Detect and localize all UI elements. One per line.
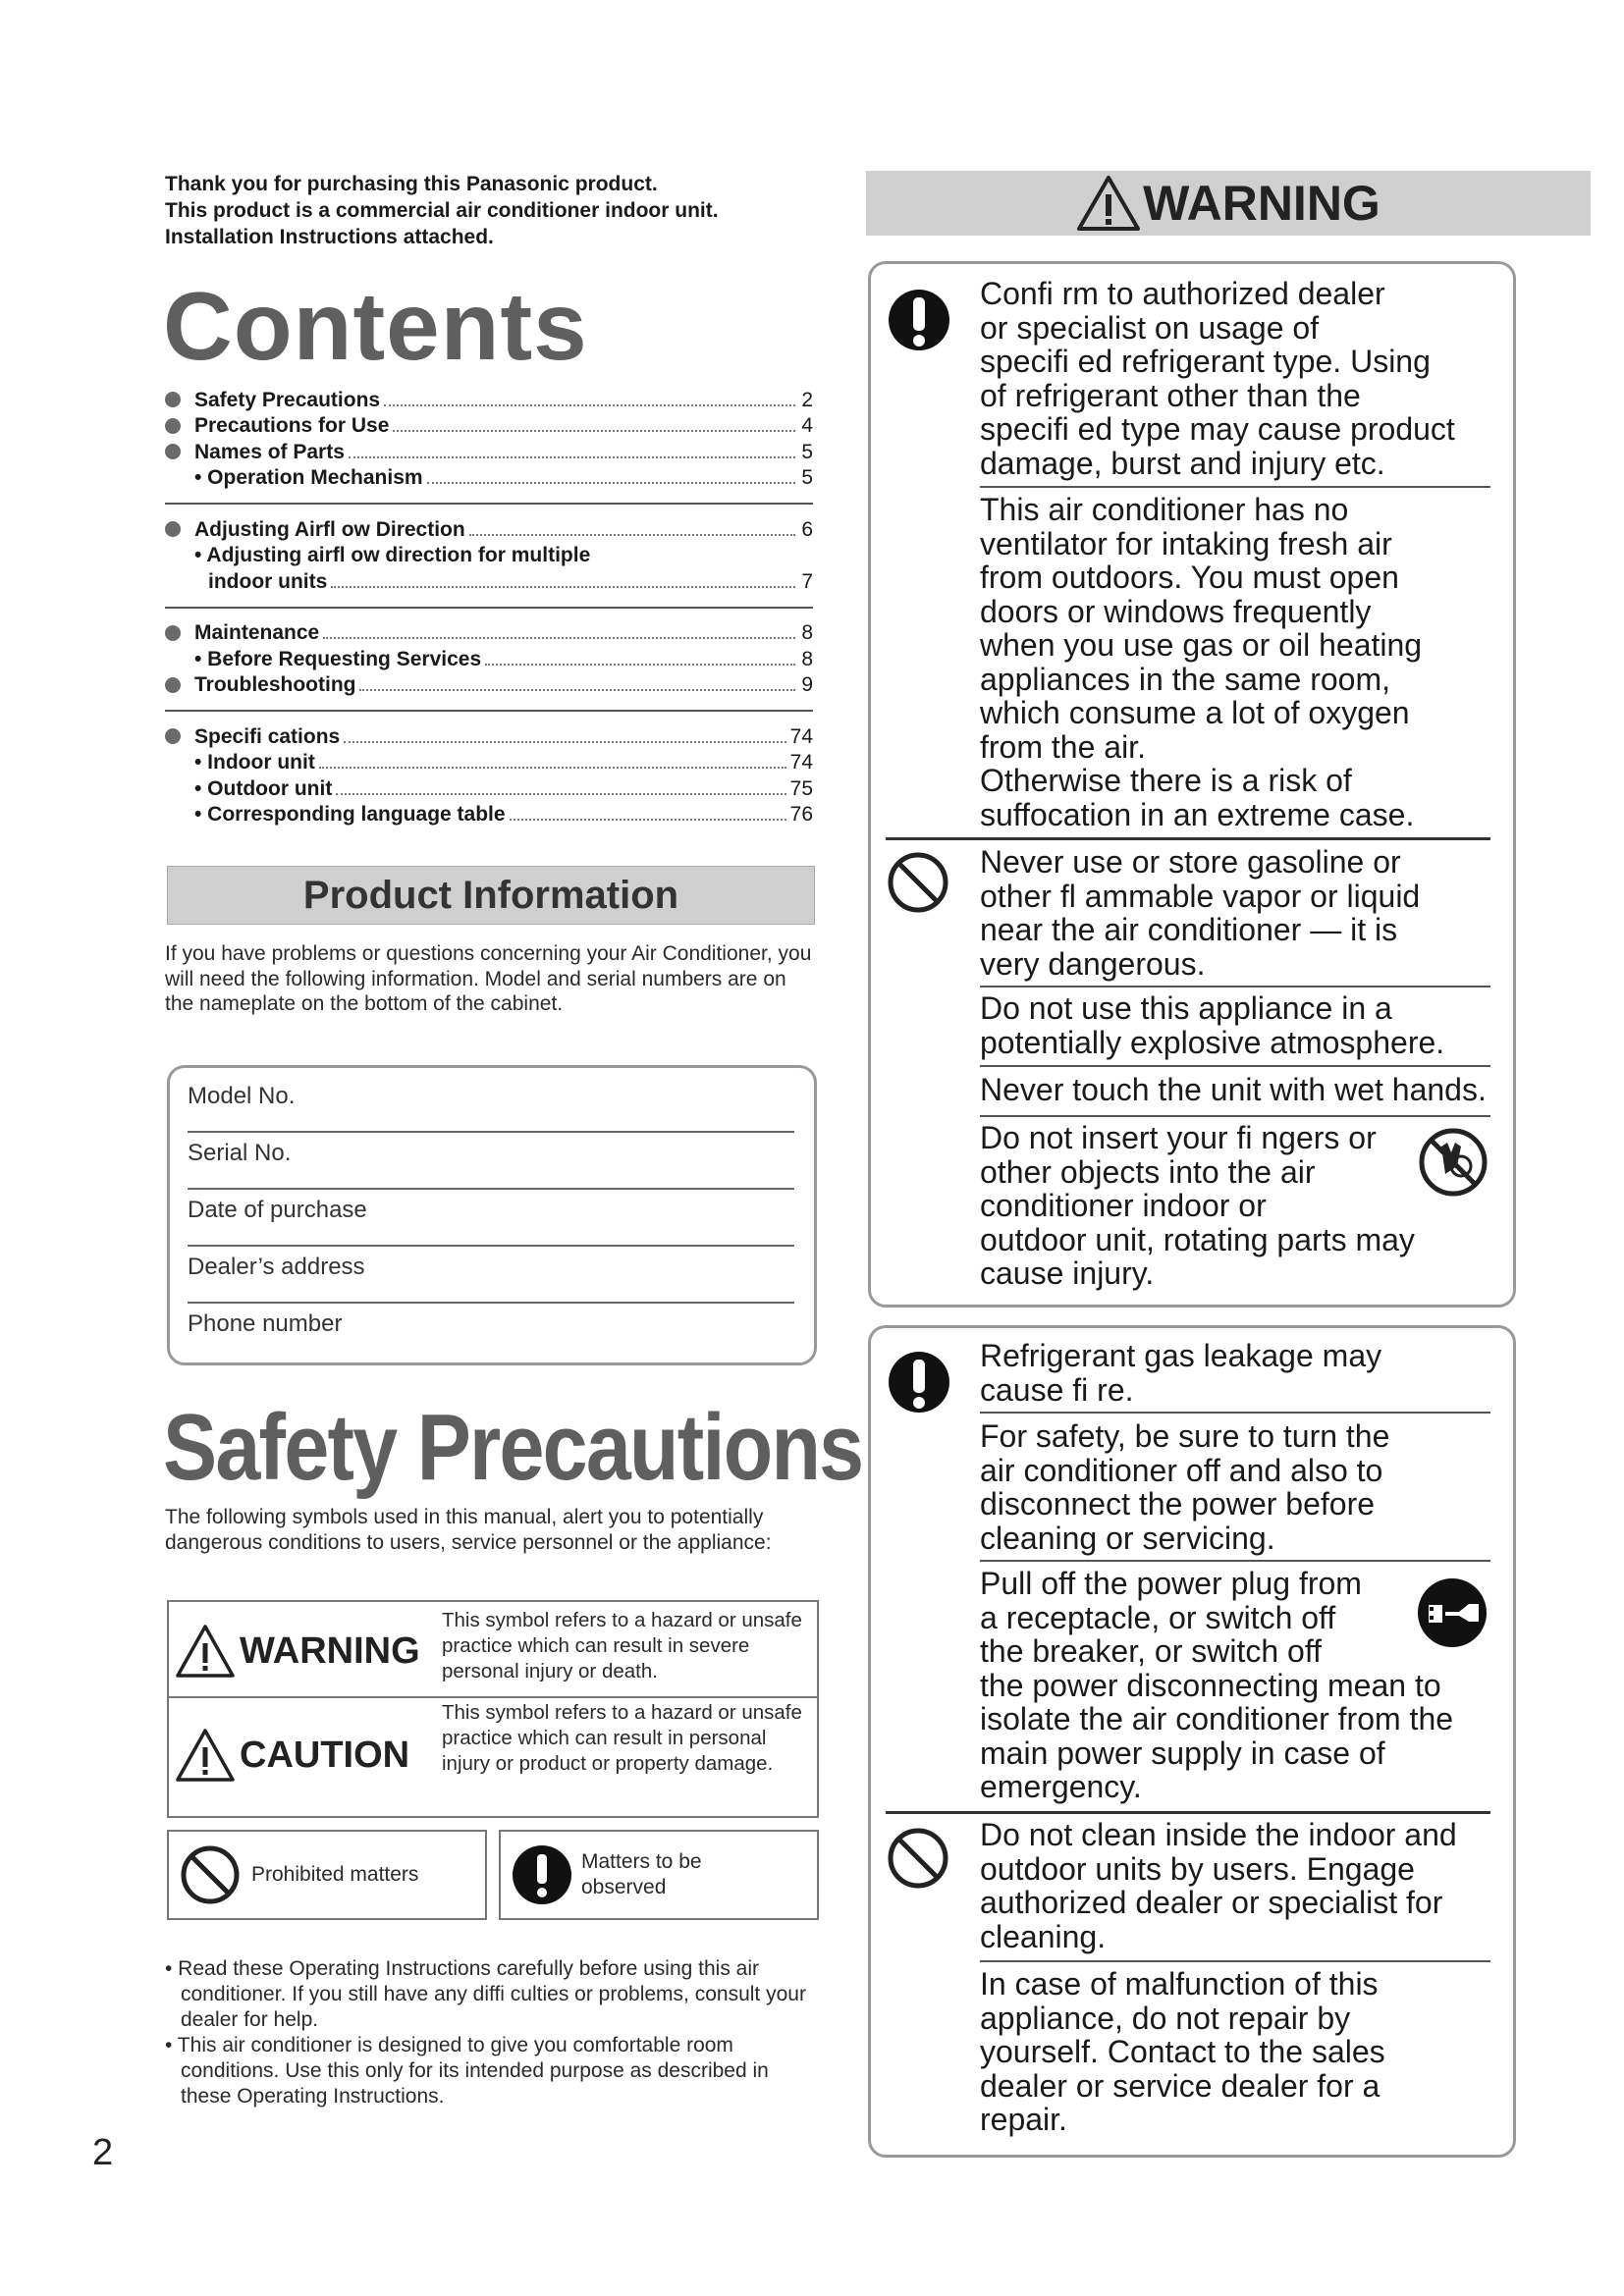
bullet-icon bbox=[165, 392, 181, 407]
toc-subentry[interactable]: indoor units 7 bbox=[208, 569, 813, 593]
toc-entry[interactable]: Names of Parts 5 bbox=[165, 439, 813, 465]
bullet-icon bbox=[165, 444, 181, 459]
warning-item: Pull off the power plug from a receptacle, or switch off the breaker, or switch off the power disconnecting mean to isolate the air conditioner from the main power supply in case of emergency. bbox=[980, 1566, 1454, 1804]
bullet-icon bbox=[165, 728, 181, 744]
product-information-heading: Product Information bbox=[167, 866, 815, 925]
contents-heading: Contents bbox=[163, 272, 588, 380]
caution-triangle-icon bbox=[175, 1728, 236, 1783]
product-information-text: If you have problems or questions concerning your Air Conditioner, you will need the following information. Model and serial numbers are on the nameplate on the bottom of the cabinet. bbox=[165, 942, 812, 1015]
intro-line: This product is a commercial air conditioner indoor unit. bbox=[165, 199, 719, 222]
warning-item: Never touch the unit with wet hands. bbox=[980, 1072, 1487, 1107]
observed-legend: Matters to be observed bbox=[499, 1830, 819, 1920]
bullet-icon bbox=[165, 677, 181, 693]
divider bbox=[886, 837, 1490, 840]
toc-entry[interactable]: Troubleshooting 9 bbox=[165, 672, 813, 699]
reading-notes bbox=[165, 1956, 818, 2109]
divider bbox=[980, 1960, 1490, 1962]
divider bbox=[980, 1065, 1490, 1067]
exclamation-icon bbox=[888, 1347, 950, 1417]
page-number: 2 bbox=[92, 2132, 114, 2173]
warning-item: This air conditioner has no ventilator for intaking fresh air from outdoors. You must open doors or windows frequently when you use gas or oil heating appliances in the same room, which consume a lot of oxygen from the air. Otherwise there is a risk of suffocation in an extreme case. bbox=[980, 492, 1423, 832]
note-item: • This air conditioner is designed to give you comfortable room conditions. Use this only for its intended purpose as described in these Operating Instructions. bbox=[165, 2034, 769, 2108]
caution-symbol-row bbox=[169, 1698, 817, 1814]
divider bbox=[980, 1115, 1490, 1117]
warning-triangle-icon bbox=[1076, 175, 1141, 232]
caution-description: This symbol refers to a hazard or unsafe practice which can result in personal injury or product or property damage. bbox=[442, 1701, 802, 1775]
warning-item: In case of malfunction of this appliance, do not repair by yourself. Contact to the sales dealer or service dealer for a repair. bbox=[980, 1966, 1385, 2137]
warning-symbol-row bbox=[169, 1602, 817, 1698]
prohibited-icon bbox=[886, 1826, 950, 1891]
divider bbox=[980, 1412, 1490, 1414]
toc-subentry[interactable]: • Corresponding language table 76 bbox=[194, 803, 813, 826]
warning-item: Do not clean inside the indoor and outdoor units by users. Engage authorized dealer or specialist for cleaning. bbox=[980, 1817, 1457, 1954]
toc-entry[interactable]: Safety Precautions 2 bbox=[165, 387, 813, 413]
toc-subentry[interactable]: • Adjusting airfl ow direction for multiple bbox=[194, 544, 591, 566]
prohibited-icon bbox=[886, 850, 950, 915]
model-no-field[interactable]: Model No. bbox=[188, 1076, 794, 1133]
table-of-contents bbox=[165, 387, 813, 833]
intro-text bbox=[165, 171, 813, 250]
bullet-icon bbox=[165, 521, 181, 537]
divider bbox=[886, 1811, 1490, 1814]
prohibited-icon bbox=[179, 1843, 242, 1906]
toc-entry[interactable]: Specifi cations 74 bbox=[165, 723, 813, 750]
safety-precautions-heading: Safety Precautions bbox=[163, 1395, 863, 1500]
safety-intro-text: The following symbols used in this manual, alert you to potentially dangerous conditions to users, service personnel or the appliance: bbox=[165, 1506, 772, 1554]
warning-item: Refrigerant gas leakage may cause fi re. bbox=[980, 1338, 1382, 1408]
symbol-table bbox=[167, 1600, 819, 1818]
toc-subentry[interactable]: • Outdoor unit 75 bbox=[194, 776, 813, 800]
phone-number-field[interactable]: Phone number bbox=[188, 1310, 343, 1337]
date-of-purchase-field[interactable]: Date of purchase bbox=[188, 1190, 794, 1247]
toc-entry[interactable]: Precautions for Use 4 bbox=[165, 413, 813, 440]
warning-item: Confi rm to authorized dealer or specialist on usage of specifi ed refrigerant type. Using of refrigerant other than the specifi ed type may cause product damage, burst and injury etc. bbox=[980, 276, 1455, 481]
exclamation-icon bbox=[511, 1843, 573, 1906]
intro-line: Installation Instructions attached. bbox=[165, 226, 494, 248]
note-item: • Read these Operating Instructions carefully before using this air conditioner. If you still have any diffi culties or problems, consult your dealer for help. bbox=[165, 1957, 806, 2031]
bullet-icon bbox=[165, 625, 181, 641]
warning-triangle-icon bbox=[175, 1624, 236, 1679]
intro-line: Thank you for purchasing this Panasonic product. bbox=[165, 173, 658, 195]
warning-header: WARNING bbox=[866, 171, 1591, 236]
divider bbox=[980, 1560, 1490, 1562]
warning-item: Do not insert your fi ngers or other objects into the air conditioner indoor or outdoor unit, rotating parts may cause injury. bbox=[980, 1120, 1415, 1291]
dealer-address-field[interactable]: Dealer’s address bbox=[188, 1247, 794, 1304]
warning-symbol: WARNING bbox=[175, 1624, 420, 1679]
divider bbox=[980, 486, 1490, 488]
toc-subentry[interactable]: • Operation Mechanism 5 bbox=[194, 466, 813, 489]
bullet-icon bbox=[165, 418, 181, 434]
warning-item: Do not use this appliance in a potentially explosive atmosphere. bbox=[980, 990, 1445, 1060]
divider bbox=[980, 986, 1490, 988]
caution-symbol: CAUTION bbox=[175, 1728, 409, 1783]
exclamation-icon bbox=[888, 285, 950, 355]
product-info-form bbox=[167, 1065, 817, 1365]
warning-description: This symbol refers to a hazard or unsafe practice which can result in severe personal injury or death. bbox=[442, 1609, 802, 1682]
toc-entry[interactable]: Adjusting Airfl ow Direction 6 bbox=[165, 516, 813, 543]
prohibited-legend: Prohibited matters bbox=[167, 1830, 487, 1920]
serial-no-field[interactable]: Serial No. bbox=[188, 1133, 794, 1190]
toc-subentry[interactable]: • Indoor unit 74 bbox=[194, 751, 813, 774]
toc-entry[interactable]: Maintenance 8 bbox=[165, 620, 813, 647]
warning-item: Never use or store gasoline or other fl ammable vapor or liquid near the air conditioner — it is very dangerous. bbox=[980, 844, 1421, 982]
warning-item: For safety, be sure to turn the air conditioner off and also to disconnect the power before cleaning or servicing. bbox=[980, 1418, 1390, 1556]
toc-subentry[interactable]: • Before Requesting Services 8 bbox=[194, 647, 813, 670]
